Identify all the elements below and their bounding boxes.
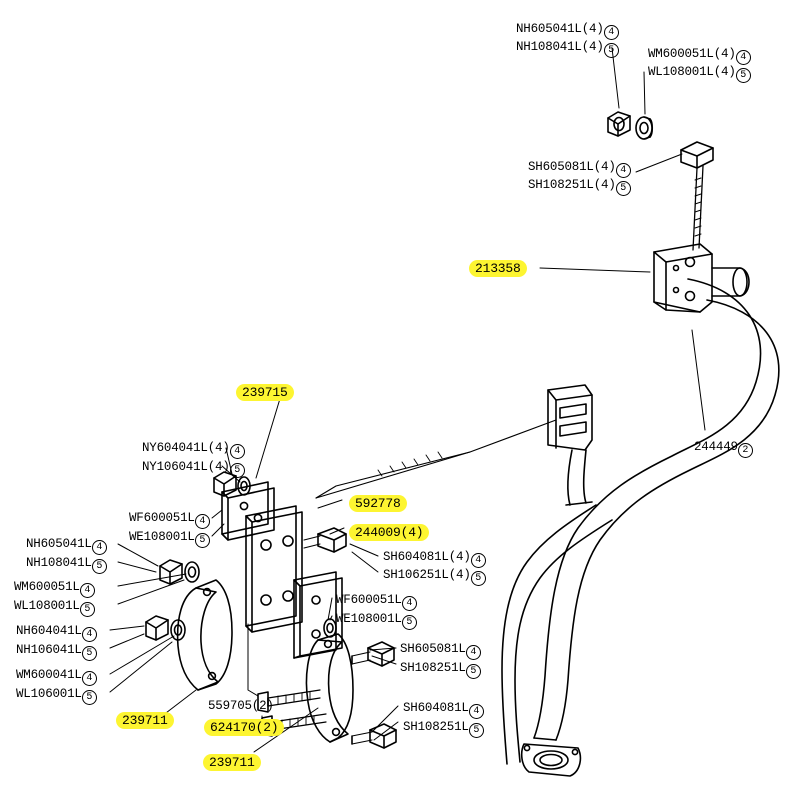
part-label-p592778 (349, 495, 407, 512)
part-label-sh604081l_mid (383, 550, 486, 568)
part-number-text: SH605081L (400, 642, 466, 656)
part-number-text: WL108001L (14, 599, 80, 613)
part-number-text: 244009(4) (355, 525, 424, 540)
part-ref-circle: 5 (195, 533, 210, 548)
part-ref-circle: 4 (80, 583, 95, 598)
part-label-we108001l_mid (336, 612, 417, 630)
part-label-sh108251l_low (400, 661, 481, 679)
part-number-text: NH604041L (16, 624, 82, 638)
part-number-text: 244449 (694, 440, 738, 454)
part-ref-circle: 4 (466, 645, 481, 660)
part-ref-circle: 5 (466, 664, 481, 679)
part-label-p244449 (694, 440, 753, 458)
part-ref-circle: 5 (82, 690, 97, 705)
part-ref-circle: 5 (469, 723, 484, 738)
part-number-text: 239711 (209, 755, 255, 770)
part-ref-circle: 5 (604, 43, 619, 58)
part-number-text: SH604081L (403, 701, 469, 715)
part-label-nh108041l (516, 40, 619, 58)
part-label-p624170 (204, 719, 284, 736)
part-number-text: NY604041L(4) (142, 441, 230, 455)
part-number-text: SH108251L (400, 661, 466, 675)
part-label-sh605081l_low (400, 642, 481, 660)
part-label-wm600051l_left (14, 580, 95, 598)
part-number-text: 213358 (475, 261, 521, 276)
part-number-text: 624170(2) (210, 720, 279, 735)
part-label-wl106001l_left (16, 687, 97, 705)
part-label-wf600051l_mid (336, 593, 417, 611)
part-number-text: SH605081L(4) (528, 160, 616, 174)
part-ref-circle: 5 (82, 646, 97, 661)
part-number-text: WL108001L(4) (648, 65, 736, 79)
part-ref-circle: 5 (80, 602, 95, 617)
part-label-nh106041l_left (16, 643, 97, 661)
part-label-wm600051l (648, 47, 751, 65)
part-label-p559705 (208, 699, 274, 714)
part-label-wf600051l_top (129, 511, 210, 529)
part-label-sh604081l_low (403, 701, 484, 719)
part-ref-circle: 5 (402, 615, 417, 630)
part-ref-circle: 4 (92, 540, 107, 555)
part-number-text: SH106251L(4) (383, 568, 471, 582)
part-ref-circle: 4 (195, 514, 210, 529)
part-label-nh604041l_left (16, 624, 97, 642)
part-ref-circle: 4 (469, 704, 484, 719)
part-ref-circle: 4 (616, 163, 631, 178)
part-number-text: WF600051L (336, 593, 402, 607)
part-ref-circle: 2 (738, 443, 753, 458)
part-number-text: 559705(2) (208, 699, 274, 713)
part-label-wl108001l_top (648, 65, 751, 83)
part-ref-circle: 5 (92, 559, 107, 574)
part-label-p239711_bottom (203, 754, 261, 771)
part-ref-circle: 4 (230, 444, 245, 459)
part-label-sh108251l_top (528, 178, 631, 196)
part-number-text: NH605041L (26, 537, 92, 551)
part-ref-circle: 4 (402, 596, 417, 611)
part-label-p239711_left (116, 712, 174, 729)
part-number-text: NY106041L(4) (142, 460, 230, 474)
part-number-text: 239711 (122, 713, 168, 728)
part-ref-circle: 5 (471, 571, 486, 586)
part-ref-circle: 4 (82, 627, 97, 642)
part-ref-circle: 4 (82, 671, 97, 686)
part-number-text: WM600051L (14, 580, 80, 594)
part-label-nh108041l_left (26, 556, 107, 574)
part-label-wl108001l_left (14, 599, 95, 617)
part-number-text: NH108041L (26, 556, 92, 570)
part-number-text: NH106041L (16, 643, 82, 657)
part-label-sh106251l_mid (383, 568, 486, 586)
part-number-text: WL106001L (16, 687, 82, 701)
part-label-ny106041l (142, 460, 245, 478)
part-number-text: WE108001L (336, 612, 402, 626)
part-number-text: NH605041L(4) (516, 22, 604, 36)
part-ref-circle: 4 (604, 25, 619, 40)
part-label-p213358 (469, 260, 527, 277)
part-label-wm600041l_left (16, 668, 97, 686)
part-number-text: WE108001L (129, 530, 195, 544)
part-number-text: SH604081L(4) (383, 550, 471, 564)
part-number-text: 239715 (242, 385, 288, 400)
part-number-text: NH108041L(4) (516, 40, 604, 54)
part-label-nh605041l_left (26, 537, 107, 555)
part-label-sh108251l_bot (403, 720, 484, 738)
part-number-text: WM600051L(4) (648, 47, 736, 61)
part-ref-circle: 5 (616, 181, 631, 196)
part-number-text: WM600041L (16, 668, 82, 682)
part-number-text: WF600051L (129, 511, 195, 525)
part-label-nh605041l (516, 22, 619, 40)
part-ref-circle: 5 (230, 463, 245, 478)
part-ref-circle: 5 (736, 68, 751, 83)
part-number-text: SH108251L (403, 720, 469, 734)
part-ref-circle: 4 (471, 553, 486, 568)
part-number-text: 592778 (355, 496, 401, 511)
part-number-text: SH108251L(4) (528, 178, 616, 192)
part-label-p244009 (349, 524, 429, 541)
part-label-ny604041l (142, 441, 245, 459)
part-label-we108001l_top (129, 530, 210, 548)
part-label-p239715 (236, 384, 294, 401)
part-label-sh605081l_top (528, 160, 631, 178)
part-ref-circle: 4 (736, 50, 751, 65)
